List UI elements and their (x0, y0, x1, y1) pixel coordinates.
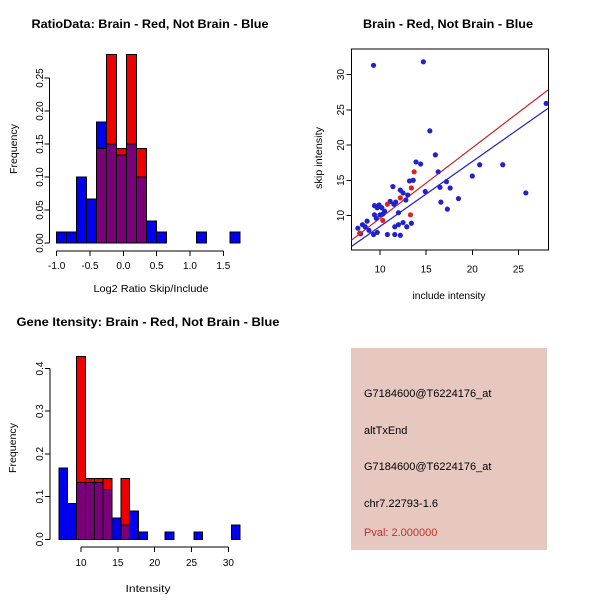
x-tick-label: 1.5 (216, 261, 231, 272)
histogram-bar (231, 525, 240, 539)
scatter-point (500, 162, 505, 167)
histogram-bar (67, 232, 77, 243)
x-tick-label: 30 (222, 558, 234, 569)
scatter-point (438, 200, 443, 205)
gene-histogram-ylabel: Frequency (7, 423, 19, 473)
histogram-bar (103, 478, 112, 489)
y-tick-label: 0.10 (35, 167, 46, 187)
histogram-bar (112, 518, 121, 539)
y-tick-label: 0.15 (35, 134, 46, 154)
histogram-bar (194, 532, 203, 539)
x-tick-label: 20 (149, 558, 161, 569)
scatter-point (385, 232, 390, 237)
pval-text: Pval: 2.000000 (364, 527, 438, 539)
histogram-bar (59, 468, 68, 539)
y-tick-label: 0.05 (35, 200, 46, 220)
scatter-point (398, 233, 403, 238)
chromosome-text: chr7.22793-1.6 (364, 498, 438, 510)
scatter-point (544, 101, 549, 106)
scatter-point (405, 192, 410, 197)
histogram-bar (85, 482, 94, 539)
scatter-point (380, 218, 385, 223)
scatter-point (398, 195, 403, 200)
histogram-bar (147, 221, 157, 243)
histogram-bar (121, 525, 130, 539)
scatter-point (408, 212, 413, 217)
scatter-point (456, 196, 461, 201)
scatter-point (407, 178, 412, 183)
histogram-bar (117, 155, 127, 243)
scatter-point (396, 210, 401, 215)
histogram-bar (127, 144, 137, 243)
histogram-bar (127, 54, 137, 144)
x-tick-label: 1.0 (183, 261, 197, 272)
x-tick-label: -0.5 (81, 261, 99, 272)
panel-ratio-histogram (0, 0, 300, 300)
event-type-text: altTxEnd (364, 425, 408, 437)
scatter-point (355, 226, 360, 231)
scatter-point (374, 216, 379, 221)
panel-gene-intensity-histogram (0, 300, 300, 600)
histogram-bar (87, 199, 97, 243)
scatter-point (364, 219, 369, 224)
scatter-point (418, 161, 423, 166)
ratio-histogram-title: RatioData: Brain - Red, Not Brain - Blue (31, 19, 269, 31)
y-tick-label: 0.3 (35, 404, 46, 419)
gene-histogram-title: Gene Itensity: Brain - Red, Not Brain - Blue (16, 317, 280, 329)
scatter-point (404, 224, 409, 229)
histogram-bar (117, 149, 127, 155)
histogram-bar (107, 144, 117, 243)
scatter-point (400, 220, 405, 225)
y-tick-label: 0.1 (35, 489, 46, 504)
scatter-xlabel: include intensity (412, 290, 487, 302)
y-tick-label: 0.2 (35, 446, 46, 461)
scatter-point (437, 185, 442, 190)
y-tick-label: 30 (336, 68, 347, 81)
histogram-bar (97, 149, 107, 243)
scatter-point (409, 185, 414, 190)
gene-histogram-xlabel: Intensity (125, 583, 172, 595)
scatter-point (392, 224, 397, 229)
gene-id-text: G7184600@T6224176_at (364, 461, 492, 473)
y-tick-label: 20 (336, 139, 347, 151)
x-tick-label: 25 (185, 558, 198, 569)
panel-gene-info (300, 300, 600, 600)
y-tick-label: 0.25 (35, 68, 46, 88)
ratio-histogram-bars (57, 54, 240, 243)
scatter-point (413, 159, 418, 164)
histogram-bar (107, 54, 117, 144)
histogram-bar (77, 356, 86, 482)
histogram-bar (103, 489, 112, 539)
scatter-point (385, 202, 390, 207)
x-tick-label: 25 (512, 264, 525, 276)
histogram-bar (94, 478, 103, 482)
histogram-bar (68, 504, 77, 540)
histogram-bar (85, 478, 94, 482)
scatter-point (433, 152, 438, 157)
histogram-bar (121, 478, 130, 525)
histogram-bar (57, 232, 67, 243)
y-tick-label: 0.20 (35, 101, 46, 121)
scatter-point (445, 207, 450, 212)
histogram-bar (137, 149, 147, 177)
histogram-bar (197, 232, 207, 243)
x-tick-label: -1.0 (48, 261, 66, 272)
scatter-point (392, 232, 397, 237)
histogram-bar (94, 482, 103, 539)
y-tick-label: 25 (336, 104, 347, 116)
x-tick-label: 10 (374, 264, 386, 276)
histogram-bar (157, 232, 167, 243)
scatter-point (400, 190, 405, 195)
ratio-histogram-ylabel: Frequency (8, 124, 20, 174)
scatter-point (523, 190, 528, 195)
scatter-point (390, 184, 395, 189)
scatter-point (375, 230, 380, 235)
scatter-point (375, 205, 380, 210)
histogram-bar (230, 232, 240, 243)
x-tick-label: 20 (466, 264, 478, 276)
scatter-axes (336, 49, 548, 276)
scatter-point (448, 185, 453, 190)
y-tick-label: 10 (336, 209, 347, 222)
scatter-point (477, 162, 482, 167)
probe-id-text: G7184600@T6224176_at (364, 388, 492, 400)
y-tick-label: 0.0 (35, 532, 46, 547)
histogram-bar (130, 511, 139, 539)
scatter-point (391, 202, 396, 207)
x-tick-label: 15 (112, 558, 124, 569)
y-tick-label: 0.4 (35, 361, 46, 376)
scatter-point (366, 228, 371, 233)
x-tick-label: 0.0 (116, 261, 131, 272)
gene-intensity-histogram-chart (0, 300, 300, 600)
y-tick-label: 15 (336, 174, 347, 186)
brain-fit-line (351, 90, 548, 240)
histogram-bar (165, 532, 174, 539)
intensity-scatter-chart (300, 0, 600, 300)
scatter-points (355, 59, 548, 238)
scatter-point (403, 197, 408, 202)
histogram-bar (137, 177, 147, 243)
scatter-fit-lines (351, 90, 548, 247)
scatter-title: Brain - Red, Not Brain - Blue (363, 19, 533, 31)
scatter-point (357, 231, 362, 236)
scatter-point (423, 189, 428, 194)
scatter-point (360, 222, 365, 227)
scatter-point (427, 128, 432, 133)
scatter-point (444, 179, 449, 184)
scatter-point (371, 63, 376, 68)
histogram-bar (77, 177, 87, 243)
x-tick-label: 0.5 (149, 261, 164, 272)
panel-intensity-scatter (300, 0, 600, 300)
x-tick-label: 15 (420, 264, 432, 276)
histogram-bar (77, 482, 86, 539)
ratio-histogram-chart (0, 0, 300, 300)
x-tick-label: 10 (75, 558, 87, 569)
scatter-point (436, 169, 441, 174)
scatter-point (409, 221, 414, 226)
notbrain-fit-line (351, 108, 548, 246)
gene-info-box (351, 348, 547, 550)
y-tick-label: 0.00 (35, 233, 46, 253)
scatter-point (421, 59, 426, 64)
scatter-ylabel: skip intensity (313, 128, 325, 189)
scatter-point (470, 173, 475, 178)
histogram-bar (97, 122, 107, 149)
gene-histogram-bars (59, 356, 240, 539)
ratio-histogram-xlabel: Log2 Ratio Skip/Include (93, 283, 209, 295)
scatter-point (412, 169, 417, 174)
histogram-bar (138, 532, 147, 539)
